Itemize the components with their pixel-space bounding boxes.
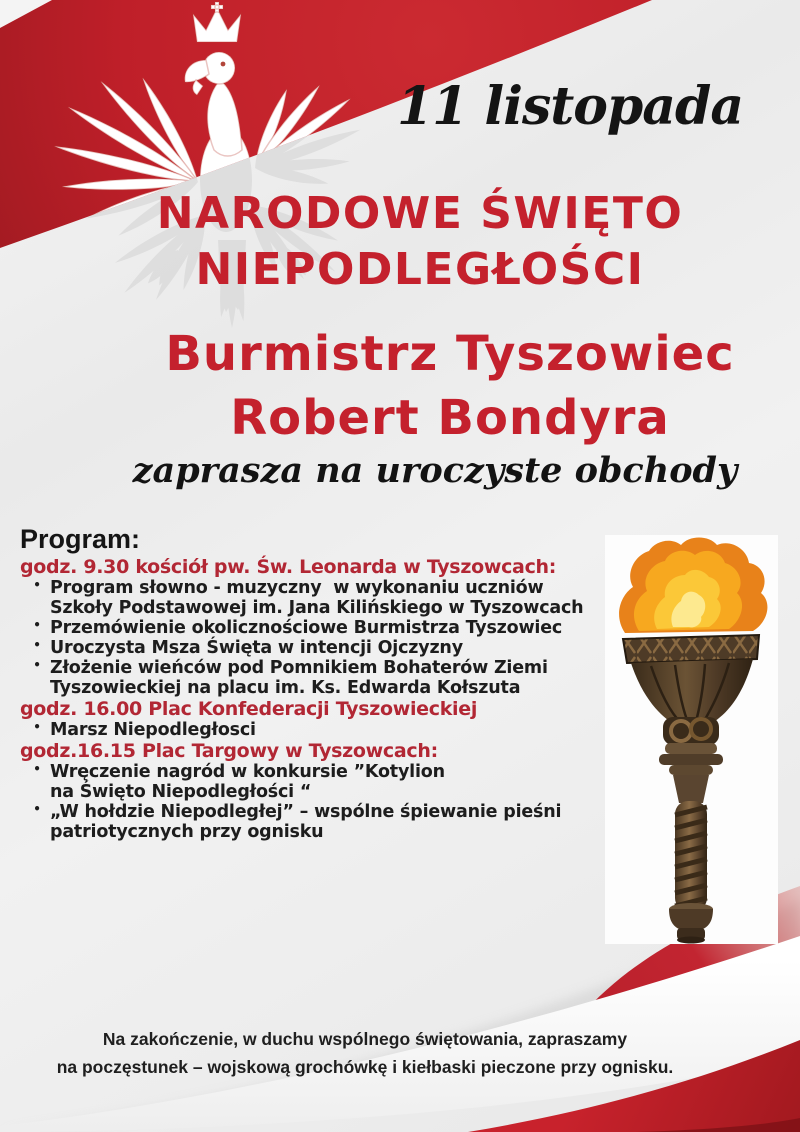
schedule-item bbox=[20, 720, 620, 740]
schedule-text: patriotycznych przy ognisku bbox=[50, 822, 324, 842]
bullet-icon: • bbox=[33, 618, 41, 632]
bullet-icon: • bbox=[33, 578, 41, 592]
footer-line1: Na zakończenie, w duchu wspólnego świętowania, zapraszamy bbox=[102, 1029, 628, 1049]
date-heading: 11 listopada bbox=[396, 76, 744, 137]
bullet-icon: • bbox=[33, 638, 41, 652]
bullet-icon: • bbox=[33, 762, 41, 776]
bullet-icon: • bbox=[33, 720, 41, 734]
bullet-icon: • bbox=[33, 802, 41, 816]
schedule-text: „W hołdzie Niepodległej” – wspólne śpiewanie pieśni bbox=[50, 802, 562, 822]
schedule-text: Wręczenie nagród w konkursie ”Kotylion bbox=[50, 762, 445, 782]
footer-note bbox=[10, 1025, 720, 1081]
schedule-text: Szkoły Podstawowej im. Jana Kilińskiego w Tyszowcach bbox=[50, 598, 584, 618]
schedule-heading bbox=[20, 698, 620, 720]
schedule-text: na Święto Niepodległości “ bbox=[50, 782, 312, 802]
flame bbox=[619, 538, 767, 634]
schedule-item bbox=[20, 782, 620, 802]
schedule-item bbox=[20, 678, 620, 698]
schedule-item bbox=[20, 578, 620, 598]
schedule-heading bbox=[20, 740, 620, 762]
schedule-text: Tyszowieckiej na placu im. Ks. Edwarda Kołszuta bbox=[50, 678, 521, 698]
holiday-title-line2: NIEPODLEGŁOŚCI bbox=[195, 244, 645, 295]
torch-image bbox=[605, 535, 778, 944]
schedule-heading bbox=[20, 556, 620, 578]
schedule-text: godz. 16.00 Plac Konfederacji Tyszowieckiej bbox=[20, 698, 478, 720]
torch-graphic bbox=[605, 535, 778, 944]
schedule-text: godz.16.15 Plac Targowy w Tyszowcach: bbox=[20, 740, 438, 762]
program-schedule bbox=[20, 556, 620, 842]
schedule-text: Marsz Niepodległosci bbox=[50, 720, 256, 740]
schedule-text: Złożenie wieńców pod Pomnikiem Bohaterów Ziemi bbox=[50, 658, 548, 678]
schedule-item bbox=[20, 762, 620, 782]
schedule-item bbox=[20, 802, 620, 822]
holiday-title-line1: NARODOWE ŚWIĘTO bbox=[156, 188, 684, 239]
schedule-item bbox=[20, 822, 620, 842]
bullet-icon: • bbox=[33, 658, 41, 672]
schedule-text: godz. 9.30 kościół pw. Św. Leonarda w Tyszowcach: bbox=[20, 556, 557, 578]
footer-line2: na poczęstunek – wojskową grochówkę i kiełbaski pieczone przy ognisku. bbox=[56, 1057, 674, 1077]
schedule-text: Przemówienie okolicznościowe Burmistrza Tyszowiec bbox=[50, 618, 563, 638]
schedule-text: Program słowno - muzyczny w wykonaniu uczniów bbox=[50, 578, 544, 598]
schedule-text: Uroczysta Msza Święta w intencji Ojczyzny bbox=[50, 638, 463, 658]
host-name-line1: Burmistrz Tyszowiec bbox=[165, 326, 735, 382]
schedule-item bbox=[20, 658, 620, 678]
schedule-item bbox=[20, 598, 620, 618]
program-label: Program: bbox=[20, 524, 141, 554]
host-name-line2: Robert Bondyra bbox=[230, 390, 670, 446]
schedule-item bbox=[20, 638, 620, 658]
schedule-item bbox=[20, 618, 620, 638]
invitation-text: zaprasza na uroczyste obchody bbox=[132, 450, 738, 491]
